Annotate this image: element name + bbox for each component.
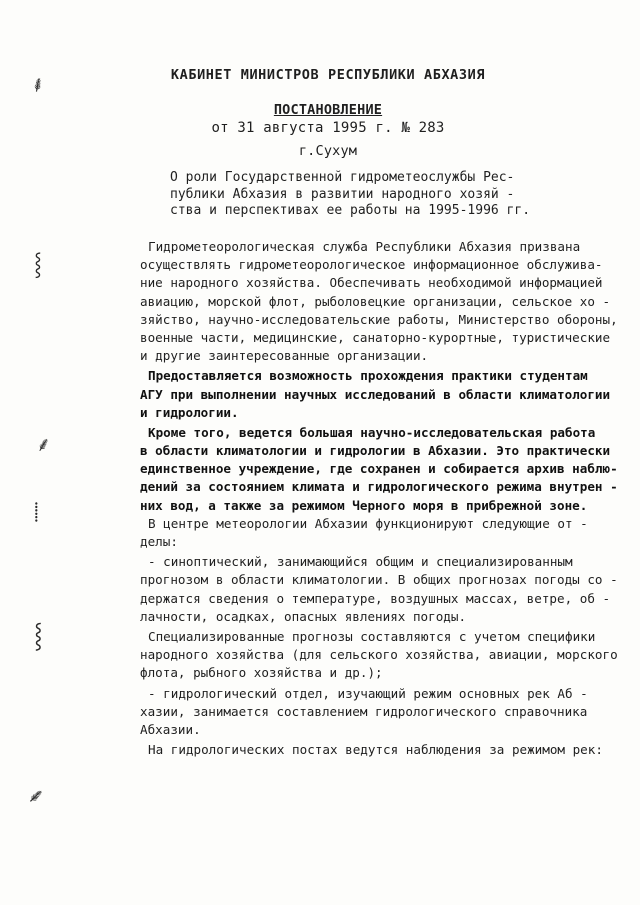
body-line: осуществлять гидрометеорологическое информационное обслужива-: [140, 257, 603, 273]
body-line: - гидрологический отдел, изучающий режим основных рек Аб -: [148, 685, 588, 701]
body-line: делы:: [140, 534, 178, 549]
body-line: и другие заинтересованные организации.: [140, 348, 429, 364]
document-body: [142, 238, 620, 759]
body-line: и гидрологии.: [140, 404, 239, 420]
body-line: лачности, осадках, опасных явлениях погоды.: [140, 608, 467, 624]
date-and-number: от 31 августа 1995 г. № 283: [211, 120, 445, 136]
body-line: народного хозяйства (для сельского хозяйства, авиации, морского: [140, 647, 618, 663]
body-line: АГУ при выполнении научных исследований в области климатологии: [140, 386, 611, 402]
subject-line: ства и перспективах ее работы на 1995-1996 гг.: [170, 203, 531, 218]
body-line: военные части, медицинские, санаторно-курортные, туристические: [140, 329, 611, 345]
body-line: Кроме того, ведется большая научно-исследовательская работа: [148, 424, 596, 440]
body-line: - синоптический, занимающийся общим и специализированным: [148, 554, 573, 570]
margin-stain-2: ⸾: [34, 252, 42, 277]
margin-stain-6: ⸙: [24, 782, 48, 811]
margin-stain-5: ⸾: [34, 621, 43, 649]
body-line: зяйство, научно-исследовательские работы, Министерство обороны,: [140, 311, 618, 327]
body-line: В центре метеорологии Абхазии функционируют следующие от -: [148, 515, 588, 531]
subject-block: [170, 170, 610, 220]
margin-stain-4: ⸽: [34, 502, 39, 523]
body-line: авиацию, морской флот, рыболовецкие организации, сельское хо -: [140, 293, 611, 309]
body-line: Гидрометеорологическая служба Республики Абхазия призвана: [148, 239, 581, 254]
subject-line: публики Абхазия в развитии народного хозяй -: [170, 186, 515, 202]
margin-stain-1: ⸙: [26, 70, 49, 98]
body-line: хазии, занимается составлением гидрологического справочника: [140, 703, 588, 719]
body-line: Абхазии.: [140, 721, 201, 737]
body-line: ние народного хозяйства. Обеспечивать необходимой информацией: [140, 275, 603, 291]
body-line: Предоставляется возможность прохождения практики студентам: [148, 368, 588, 384]
issuing-body: КАБИНЕТ МИНИСТРОВ РЕСПУБЛИКИ АБХАЗИЯ: [170, 67, 486, 83]
body-line: прогнозом в области климатологии. В общих прогнозах погоды со -: [140, 572, 618, 588]
body-line: держатся сведения о температуре, воздушных массах, ветре, об -: [140, 590, 611, 606]
body-line: единственное учреждение, где сохранен и собирается архив наблю-: [140, 461, 618, 477]
city: г.Сухум: [298, 143, 358, 159]
body-line: На гидрологических постах ведутся наблюдения за режимом рек:: [148, 742, 603, 758]
body-line: дений за состоянием климата и гидрологического режима внутрен -: [140, 479, 618, 495]
body-line: Специализированные прогнозы составляются с учетом специфики: [148, 628, 596, 644]
subject-line: О роли Государственной гидрометеослужбы Рес-: [170, 170, 515, 185]
body-line: них вод, а также за режимом Черного моря в прибрежной зоне.: [140, 497, 588, 513]
margin-stain-3: ⸙: [36, 432, 51, 456]
document-title: ПОСТАНОВЛЕНИЕ: [273, 102, 383, 118]
body-line: в области климатологии и гидрологии в Абхазии. Это практически: [140, 443, 611, 459]
body-line: флота, рыбного хозяйства и др.);: [140, 665, 383, 681]
